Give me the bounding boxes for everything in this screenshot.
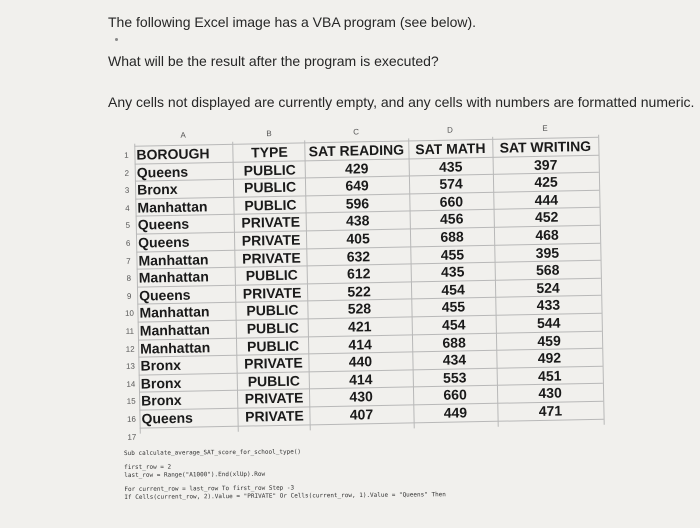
table-cell[interactable]: Manhattan — [138, 250, 209, 269]
table-cell[interactable]: 449 — [443, 404, 468, 421]
table-cell[interactable]: 612 — [346, 265, 371, 282]
table-cell[interactable]: 425 — [534, 173, 558, 191]
table-cell[interactable]: Bronx — [140, 357, 182, 374]
table-cell[interactable]: PRIVATE — [244, 354, 303, 372]
table-cell[interactable]: 405 — [346, 230, 370, 247]
table-cell[interactable]: 544 — [536, 314, 561, 331]
table-cell[interactable]: Manhattan — [139, 321, 210, 339]
code-line-3: last_row = Range("A1000").End(xlUp).Row — [124, 470, 266, 479]
table-cell[interactable]: PUBLIC — [243, 178, 297, 196]
code-line-5: If Cells(current_row, 2).Value = "PRIVATE" Or Cells(current_row, 1).Value = "Queens" Then — [124, 491, 446, 501]
row-number[interactable]: 16 — [126, 414, 137, 424]
row-number[interactable]: 3 — [124, 185, 130, 196]
header-cell[interactable]: TYPE — [250, 143, 288, 161]
table-cell[interactable]: Manhattan — [140, 338, 211, 357]
table-cell[interactable]: 454 — [441, 316, 466, 333]
table-cell[interactable]: 528 — [347, 300, 372, 318]
table-cell[interactable]: Manhattan — [138, 268, 209, 286]
row-number[interactable]: 4 — [125, 203, 130, 213]
table-cell[interactable]: PUBLIC — [245, 266, 298, 284]
header-cell[interactable]: SAT WRITING — [499, 137, 592, 156]
table-cell[interactable]: 435 — [438, 157, 463, 175]
table-cell[interactable]: 649 — [345, 177, 369, 194]
table-cell[interactable]: 660 — [439, 193, 464, 210]
table-cell[interactable]: 440 — [348, 353, 373, 370]
table-cell[interactable]: Bronx — [136, 181, 178, 198]
header-cell[interactable]: SAT MATH — [415, 139, 486, 158]
table-cell[interactable]: 454 — [441, 281, 465, 298]
table-cell[interactable]: 455 — [441, 298, 466, 316]
row-number[interactable]: 11 — [125, 326, 135, 336]
row-number[interactable]: 12 — [125, 344, 135, 354]
bullet-dot — [115, 38, 118, 41]
table-cell[interactable]: 434 — [442, 351, 467, 368]
table-cell[interactable]: PUBLIC — [243, 161, 296, 179]
table-cell[interactable]: PUBLIC — [246, 319, 300, 337]
row-number[interactable]: 14 — [126, 379, 136, 389]
table-cell[interactable]: PRIVATE — [244, 389, 304, 408]
table-cell[interactable]: 421 — [347, 318, 372, 335]
table-cell[interactable]: Bronx — [140, 374, 182, 392]
table-cell[interactable]: 568 — [535, 261, 560, 279]
table-cell[interactable]: 459 — [537, 332, 561, 349]
row-number[interactable]: 15 — [126, 397, 136, 407]
vba-code — [124, 445, 684, 501]
row-number[interactable]: 17 — [127, 432, 137, 442]
table-cell[interactable]: PUBLIC — [246, 301, 299, 319]
column-header-e[interactable]: E — [542, 123, 548, 133]
row-number[interactable]: 2 — [124, 168, 130, 178]
row-number[interactable]: 1 — [124, 150, 129, 160]
table-cell[interactable]: 574 — [439, 175, 463, 193]
row-number[interactable]: 8 — [126, 273, 132, 284]
table-cell[interactable]: Bronx — [141, 392, 182, 409]
table-cell[interactable]: PUBLIC — [247, 372, 301, 390]
table-cell[interactable]: 407 — [349, 406, 374, 423]
table-cell[interactable]: 429 — [344, 159, 369, 177]
table-cell[interactable]: 397 — [533, 156, 558, 173]
table-cell[interactable]: Manhattan — [139, 303, 210, 322]
table-cell[interactable]: 430 — [538, 384, 562, 402]
question-line-3: Any cells not displayed are currently empty, and any cells with numbers are formatted numeric. — [108, 94, 695, 110]
table-cell[interactable]: PUBLIC — [244, 196, 297, 214]
row-number[interactable]: 5 — [125, 221, 131, 231]
table-cell[interactable]: Queens — [138, 286, 191, 304]
table-cell[interactable]: 456 — [439, 210, 464, 228]
table-cell[interactable]: 632 — [346, 247, 371, 265]
table-cell[interactable]: 395 — [535, 244, 560, 261]
table-cell[interactable]: 444 — [534, 191, 559, 208]
table-cell[interactable]: Queens — [137, 233, 190, 251]
table-cell[interactable]: 433 — [536, 296, 561, 314]
table-cell[interactable]: 435 — [440, 263, 465, 281]
table-cell[interactable]: 414 — [348, 335, 372, 353]
row-number[interactable]: 6 — [125, 238, 131, 248]
column-header-a[interactable]: A — [180, 130, 186, 140]
row-number[interactable]: 13 — [125, 361, 136, 372]
header-cell[interactable]: SAT READING — [308, 141, 405, 160]
code-line-4: For current_row = last_row To first_row Step -3 — [124, 484, 295, 493]
column-header-d[interactable]: D — [447, 125, 454, 135]
table-cell[interactable]: PRIVATE — [241, 249, 301, 267]
table-cell[interactable]: PRIVATE — [241, 213, 301, 232]
header-cell[interactable]: BOROUGH — [136, 145, 210, 163]
table-cell[interactable]: 468 — [535, 226, 559, 244]
table-cell[interactable]: 524 — [536, 279, 560, 296]
table-cell[interactable]: 455 — [440, 245, 465, 263]
table-cell[interactable]: PRIVATE — [242, 284, 302, 302]
row-number[interactable]: 7 — [126, 256, 131, 266]
table-cell[interactable]: 414 — [348, 370, 373, 388]
table-cell[interactable]: 492 — [537, 349, 562, 367]
column-header-b[interactable]: B — [266, 129, 272, 139]
question-line-1: The following Excel image has a VBA program (see below). — [108, 14, 477, 30]
excel-sheet — [118, 123, 604, 442]
table-cell[interactable]: 451 — [537, 367, 562, 384]
table-cell[interactable]: Queens — [137, 216, 190, 234]
question-line-2: What will be the result after the program is executed? — [108, 53, 439, 69]
table-cell[interactable]: 430 — [349, 388, 373, 405]
table-cell[interactable]: 688 — [442, 333, 466, 351]
table-cell[interactable]: Queens — [141, 409, 194, 427]
table-cell[interactable]: PRIVATE — [245, 407, 304, 425]
table-cell[interactable]: 688 — [440, 228, 464, 245]
table-cell[interactable]: 660 — [443, 386, 467, 404]
table-cell[interactable]: PRIVATE — [241, 231, 301, 249]
table-cell[interactable]: Manhattan — [137, 198, 208, 216]
table-cell[interactable]: 438 — [345, 212, 370, 230]
table-cell[interactable]: Queens — [136, 163, 189, 181]
table-cell[interactable]: 596 — [345, 194, 370, 212]
table-cell[interactable]: 522 — [347, 282, 371, 300]
row-number[interactable]: 10 — [124, 309, 135, 319]
table-cell[interactable]: 553 — [442, 369, 467, 386]
column-header-c[interactable]: C — [353, 127, 360, 137]
code-line-1: Sub calculate_average_SAT_score_for_school_type() — [124, 448, 302, 457]
table-cell[interactable]: PUBLIC — [246, 337, 300, 355]
row-number[interactable]: 9 — [126, 291, 132, 301]
code-line-2: first_row = 2 — [124, 463, 172, 471]
table-cell[interactable]: 452 — [534, 208, 559, 226]
table-cell[interactable]: 471 — [538, 402, 563, 419]
